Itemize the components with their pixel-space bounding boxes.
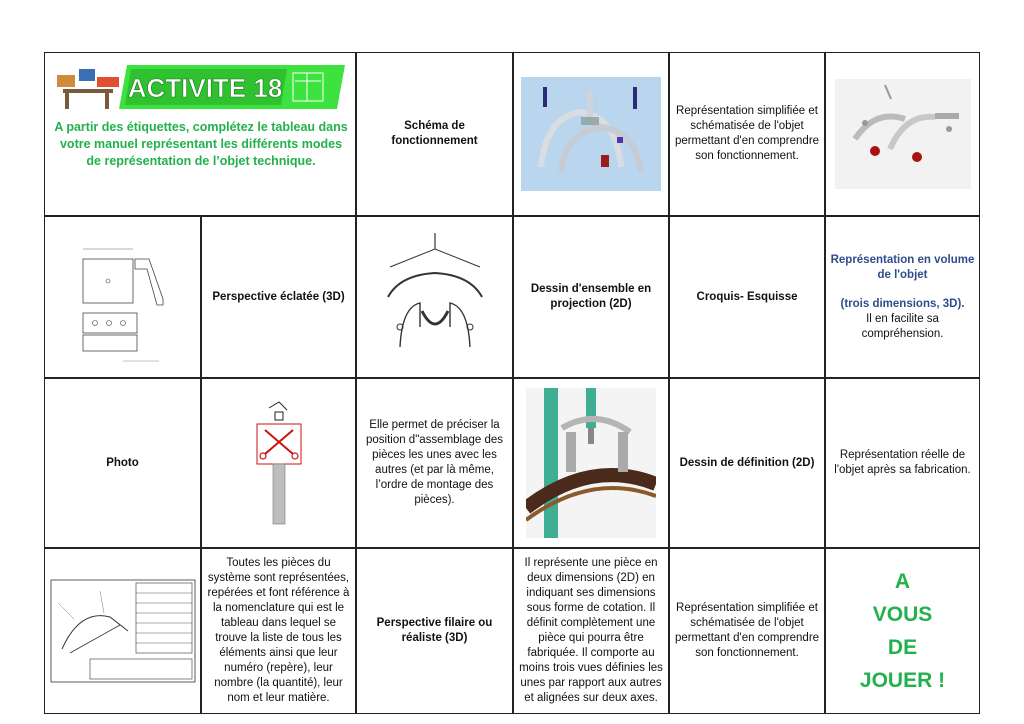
cell-repr-simplifiee-1: Représentation simplifiée et schématisée de l'objet permettant d'en comprendre son fonctionnement. <box>669 52 825 216</box>
cell-photo-image <box>513 378 669 548</box>
cell-toutes-pieces: Toutes les pièces du système sont représentées, repérées et font référence à la nomenclature qui est le tableau dans lequel se trouve la liste de tous les éléments ainsi que leur numéro (repère), leur nombre (la quantité), leur nom et leur matière. <box>201 548 356 714</box>
cell-dessin-definition: Dessin de définition (2D) <box>669 378 825 548</box>
cell-a-vous-de-jouer <box>825 548 980 714</box>
exploded-caliper-image <box>835 79 971 189</box>
cell-brake-image-1 <box>513 52 669 216</box>
jouer-line-1: A <box>894 570 911 593</box>
volume-black-text: Il en facilite sa compréhension. <box>861 312 944 340</box>
volume-blue-text-2: (trois dimensions, 3D). <box>840 297 965 310</box>
brake-sketch-image <box>370 227 500 367</box>
cell-assembly-drawing <box>44 548 201 714</box>
cell-schema-fonctionnement: Schéma de fonctionnement <box>356 52 513 216</box>
cell-schema-image <box>201 378 356 548</box>
jouer-line-4: JOUER ! <box>859 669 946 692</box>
instruction-text: A partir des étiquettes, complétez le tableau dans votre manuel représentant les différents modes de représentation de l’objet technique. <box>54 120 348 168</box>
cell-deux-dimensions: Il représente une pièce en deux dimensions (2D) en indiquant ses dimensions sous forme de cotation. Il définit complètement une pièce qui pourra être fabriquée. Il comporte au moins trois vues définies les unes par rapport aux autres et alignées sur deux axes. <box>513 548 669 714</box>
activity-table <box>44 52 980 714</box>
caliper-schematic-image <box>521 77 661 191</box>
jouer-line-2: VOUS <box>872 603 933 626</box>
cell-perspective-eclatee: Perspective éclatée (3D) <box>201 216 356 378</box>
cell-croquis: Croquis- Esquisse <box>669 216 825 378</box>
jouer-line-3: DE <box>887 636 918 659</box>
header-cell <box>44 52 356 216</box>
assembly-drawing-image <box>50 579 196 683</box>
bike-brake-photo <box>526 388 656 538</box>
cell-repr-simplifiee-2: Représentation simplifiée et schématisée de l'objet permettant d'en comprendre son fonctionnement. <box>669 548 825 714</box>
cell-repr-reelle: Représentation réelle de l'objet après sa fabrication. <box>825 378 980 548</box>
cell-technical-drawing <box>44 216 201 378</box>
cell-sketch-image <box>356 216 513 378</box>
cell-perspective-filaire: Perspective filaire ou réaliste (3D) <box>356 548 513 714</box>
cell-exploded-image <box>825 52 980 216</box>
kinematic-schema-image <box>249 398 309 528</box>
cell-dessin-ensemble: Dessin d'ensemble en projection (2D) <box>513 216 669 378</box>
volume-blue-text: Représentation en volume de l'objet <box>830 253 975 281</box>
activity-banner <box>55 61 345 113</box>
banner-title: ACTIVITE 18 <box>127 73 283 103</box>
cell-photo: Photo <box>44 378 201 548</box>
definition-drawing-image <box>63 229 183 365</box>
cell-volume <box>825 216 980 378</box>
cell-position-assemblage: Elle permet de préciser la position d"assemblage des pièces les unes avec les autres (et par là même, l’ordre de montage des pièces). <box>356 378 513 548</box>
